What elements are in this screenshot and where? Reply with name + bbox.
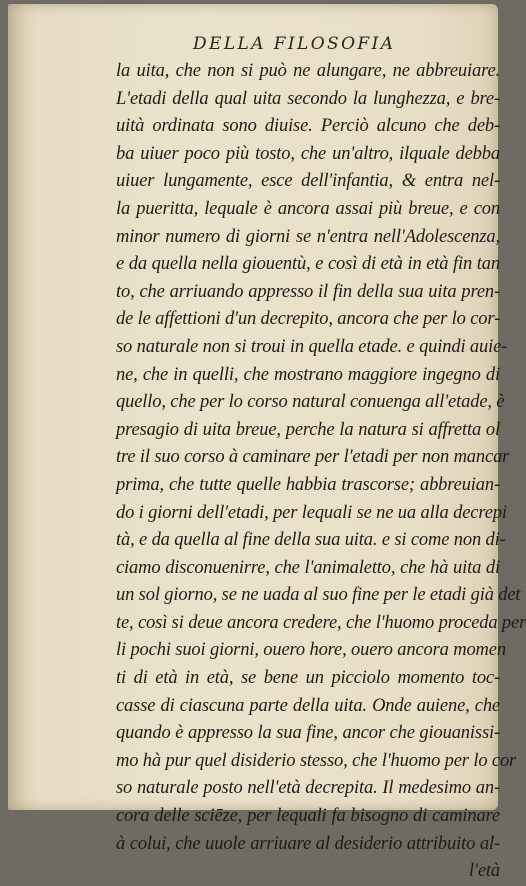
text-line: uità ordinata sono diuise. Perciò alcuno che deb-: [116, 116, 500, 137]
text-line: minor numero di giorni se n'entra nell'Adolescenza,: [116, 226, 500, 247]
text-line: ba uiuer poco più tosto, che un'altro, ilquale debba: [116, 143, 500, 164]
text-line: L'etadi della qual uita secondo la lunghezza, e bre-: [116, 88, 500, 109]
text-line: tre il suo corso à caminare per l'etadi per non mancar: [116, 447, 510, 468]
text-line: quello, che per lo corso natural conuenga all'etade, è: [116, 392, 505, 413]
text-line: do i giorni dell'etadi, per lequali se ne ua alla decrepi: [116, 502, 507, 523]
catchword: l'età: [469, 861, 500, 882]
text-line: to, che arriuando appresso il fin della sua uita pren-: [116, 281, 500, 302]
text-line: quando è appresso la sua fine, ancor che giouanissi-: [116, 723, 500, 744]
text-line: mo hà pur quel disiderio stesso, che l'huomo per lo cor: [116, 750, 517, 771]
text-line: cora delle sciēze, per lequali fa bisogno di caminare: [116, 806, 500, 827]
text-line: la pueritta, lequale è ancora assai più breue, e con: [116, 198, 500, 219]
text-line: so naturale non si troui in quella etade. e quindi auie-: [116, 336, 508, 357]
text-line: ti di età in età, se bene un picciolo momento toc-: [116, 668, 500, 689]
book-page: [8, 4, 526, 882]
text-line: à colui, che uuole arriuare al desiderio attribuito al-: [116, 833, 500, 854]
text-line: casse di ciascuna parte della uita. Onde auiene, che: [116, 695, 500, 716]
body-text: [116, 58, 526, 886]
text-line: presagio di uita breue, perche la natura si affretta ol: [116, 419, 500, 440]
text-line: la uita, che non si può ne alungare, ne abbreuiare.: [116, 61, 500, 81]
text-line: ciamo disconuenirre, che l'animaletto, che hà uita di: [116, 557, 500, 578]
text-line: uiuer lungamente, esce dell'infantia, & entra nel-: [116, 171, 500, 192]
text-line: un sol giorno, se ne uada al suo fine per le etadi già det: [116, 585, 521, 606]
text-line: prima, che tutte quelle habbia trascorse; abbreuian-: [116, 474, 500, 495]
text-line: so naturale posto nell'età decrepita. Il medesimo an-: [116, 778, 500, 799]
text-line: tà, e da quella al fine della sua uita. e si come non di-: [116, 530, 506, 551]
text-line: de le affettioni d'un decrepito, ancora che per lo cor-: [116, 309, 501, 330]
running-head: DELLA FILOSOFIA: [193, 34, 396, 54]
text-line: ne, che in quelli, che mostrano maggiore ingegno di: [116, 364, 500, 385]
text-line: te, così si deue ancora credere, che l'huomo proceda per: [116, 612, 526, 633]
text-line: li pochi suoi giorni, ouero hore, ouero ancora momen: [116, 640, 506, 661]
text-line: e da quella nella giouentù, e così di età in età fin tan: [116, 254, 500, 275]
